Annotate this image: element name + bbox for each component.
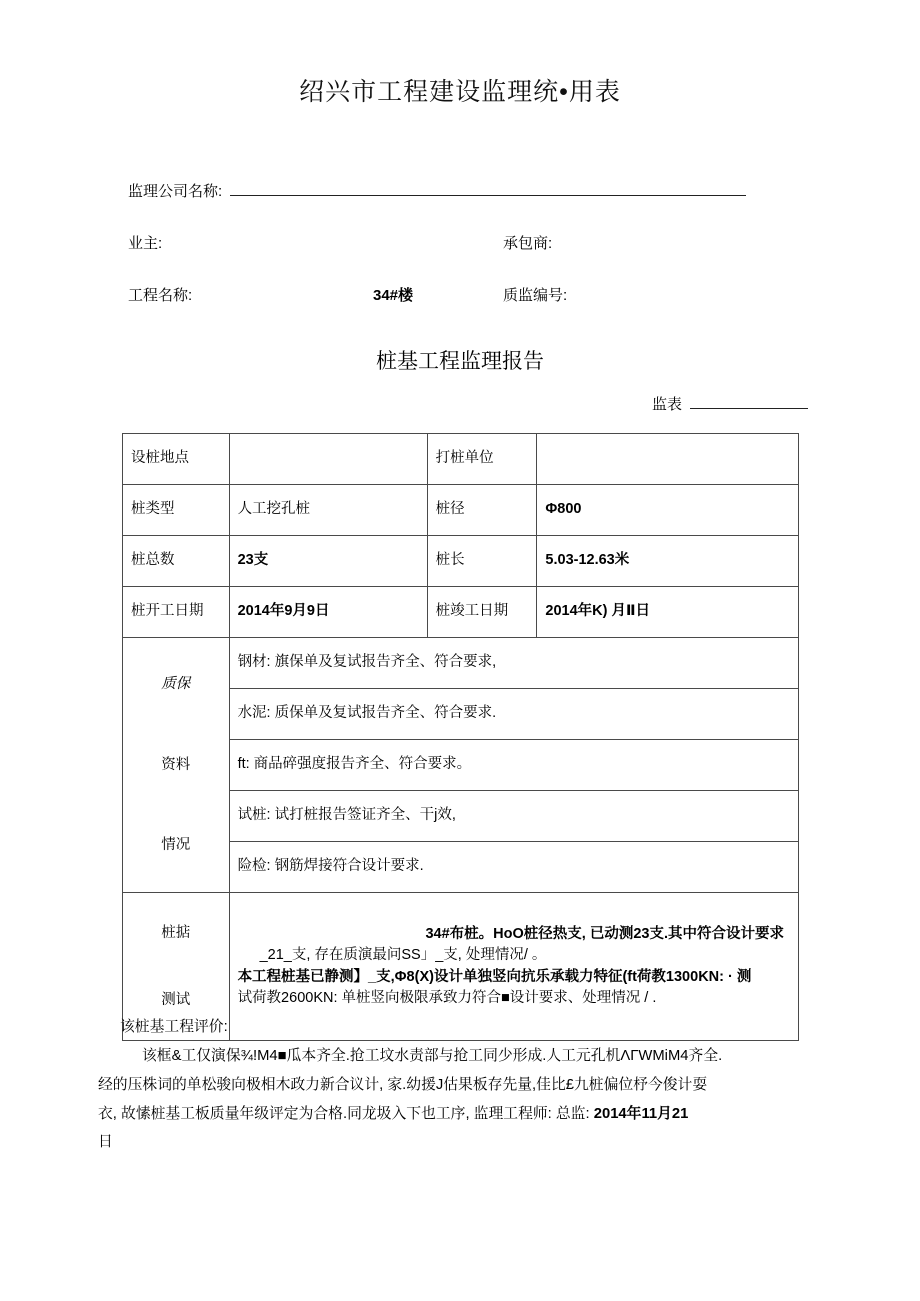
pile-start-date-label: 桩开工日期 [123, 587, 230, 638]
quality-label-line1: 质保 [161, 676, 191, 693]
pile-type-label: 桩类型 [123, 485, 230, 536]
quality-row-cement[interactable]: 水泥: 质保单及复试报告齐全、符合要求. [229, 689, 798, 740]
owner-label: 业主: [128, 235, 163, 252]
pile-test-line-3: 本工程桩基已静测】_支,Φ8(X)设计单独竖向抗乐承载力特征(ft荷教1300KN: · 测 [237, 968, 752, 985]
project-name-value: 34#楼 [373, 287, 414, 304]
piling-unit-label: 打桩单位 [427, 434, 537, 485]
table-row [123, 485, 799, 536]
contractor-label: 承包商: [503, 235, 553, 252]
evaluation-line-4: 日 [98, 1134, 113, 1151]
table-row [123, 434, 799, 485]
pile-type-value[interactable]: 人工挖孔桩 [229, 485, 427, 536]
pile-finish-date-label: 桩竣工日期 [427, 587, 537, 638]
evaluation-heading: 该桩基工程评价: [120, 1019, 228, 1035]
quality-row-inspection[interactable]: 险检: 钢筋焊接符合设计要求. [229, 842, 798, 893]
pile-length-label: 桩长 [427, 536, 537, 587]
pile-test-label-line1: 桩掂 [161, 924, 191, 941]
evaluation-line-2: 经的压株词的单松骏向极相木政力新合议计, 家.幼援J估果板存先量,佳比£九桩偏位杼今俊计耍 [98, 1076, 708, 1093]
pile-test-label-line2: 测试 [161, 992, 191, 1008]
pile-test-line-2: _21_支, 存在质演最问SS」_支, 处理情况/ 。 [259, 947, 547, 964]
table-row [123, 536, 799, 587]
pile-finish-date-value[interactable]: 2014年K) 月Ⅱ日 [537, 587, 799, 638]
signature-date: 2014年11月21 [593, 1105, 689, 1122]
pile-location-value[interactable] [229, 434, 427, 485]
quality-row-steel[interactable]: 钢材: 旗保单及复试报告齐全、符合要求, [229, 638, 798, 689]
evaluation-line-1: 该框&工仅演保¾!M4■瓜本齐全.抢工坟水责部与抢工同少形成.人工元孔机ΛΓWMiM4齐全. [142, 1047, 723, 1064]
quality-data-label-stack [131, 644, 221, 886]
pile-start-date-value[interactable]: 2014年9月9日 [229, 587, 427, 638]
page-title: 绍兴市工程建设监理统•用表 [299, 78, 621, 106]
quality-row-testpile[interactable]: 试桩: 试打桩报告签证齐全、干j效, [229, 791, 798, 842]
field-owner-contractor [128, 232, 808, 253]
pile-report-table [122, 433, 799, 1041]
pile-test-line-4: 试荷教2600KN: 单桩竖向极限承致力符合■设计要求、处理情况 / . [237, 989, 657, 1006]
pile-test-line-1: 34#布桩。HoO桩径热支, 已动测23支.其中符合设计要求 [425, 926, 784, 943]
quality-row-concrete[interactable]: ft: 商品碎强度报告齐全、符合要求。 [229, 740, 798, 791]
pile-total-value[interactable]: 23支 [229, 536, 427, 587]
report-title: 桩基工程监理报告 [376, 350, 544, 373]
supervision-company-label: 监理公司名称: [128, 183, 223, 200]
evaluation-line-3 [98, 1100, 828, 1129]
pile-diameter-label: 桩径 [427, 485, 537, 536]
quality-number-label: 质监编号: [503, 287, 568, 304]
pile-location-label: 设桩地点 [123, 434, 230, 485]
form-code-blank[interactable] [690, 396, 808, 409]
quality-label-line2: 资料 [161, 756, 191, 773]
evaluation-section [98, 1013, 828, 1157]
pile-diameter-value[interactable]: Φ800 [537, 485, 799, 536]
pile-length-value[interactable]: 5.03-12.63米 [537, 536, 799, 587]
table-row [123, 638, 799, 689]
form-code-field [0, 393, 920, 414]
supervision-company-blank[interactable] [230, 183, 746, 196]
project-name-label: 工程名称: [128, 287, 193, 304]
evaluation-line-3-text: 衣, 故愫桩基工板质量年级评定为合格.同龙圾入下也工序, 监理工程师: 总监: [98, 1105, 590, 1122]
field-supervision-company [128, 180, 808, 201]
field-project-qualityno [128, 284, 808, 305]
pile-total-label: 桩总数 [123, 536, 230, 587]
quality-label-line3: 情况 [161, 837, 191, 854]
form-code-label: 监表 [651, 396, 682, 413]
quality-data-label-cell [123, 638, 230, 893]
table-row [123, 587, 799, 638]
piling-unit-value[interactable] [537, 434, 799, 485]
